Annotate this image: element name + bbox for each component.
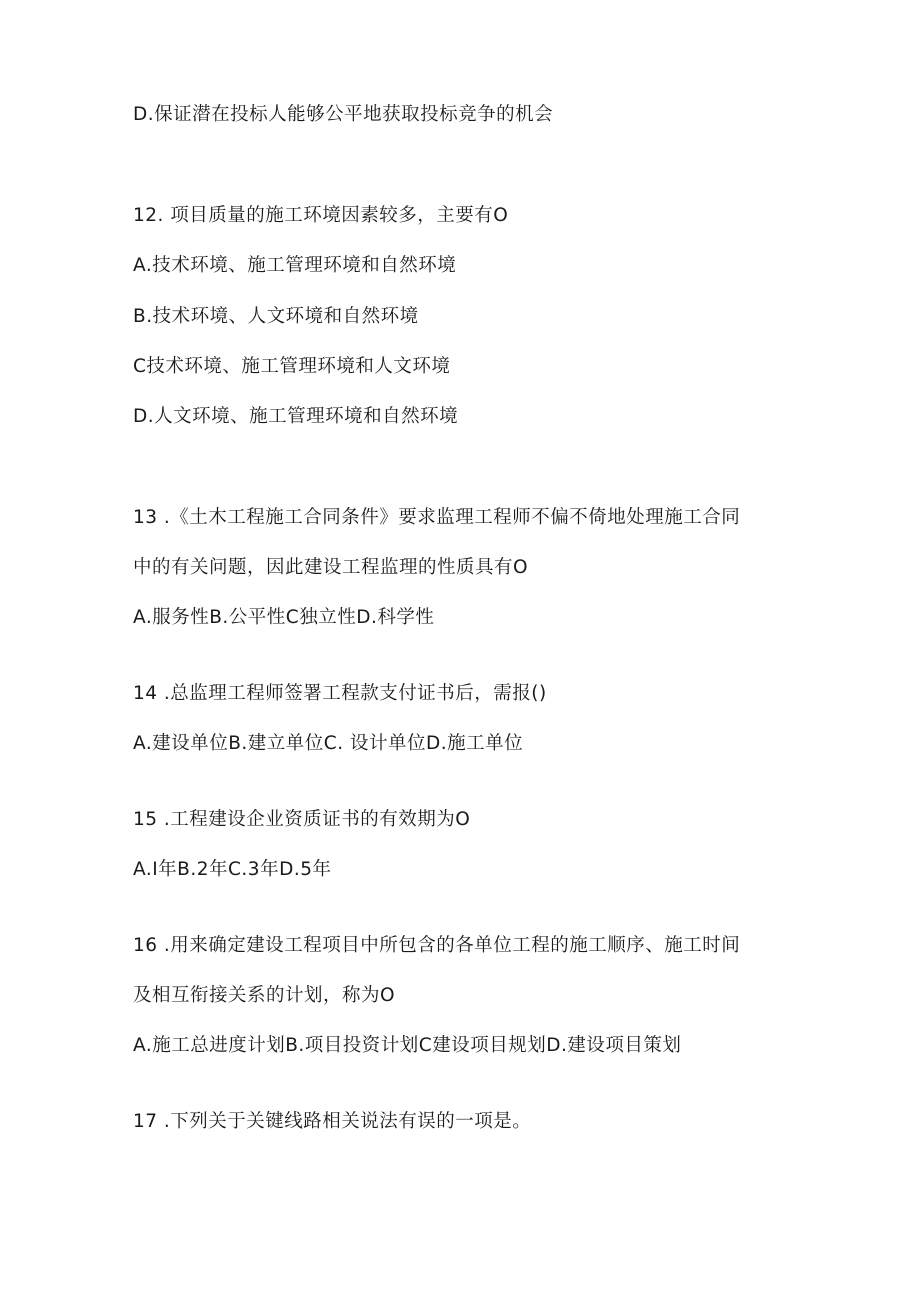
question-13-line-1: 13 .《土木工程施工合同条件》要求监理工程师不偏不倚地处理施工合同	[133, 507, 741, 528]
options-14: A.建设单位B.建立单位C. 设计单位D.施工单位	[133, 733, 524, 754]
question-17: 17 .下列关于关键线路相关说法有误的一项是。	[133, 1111, 532, 1132]
question-13-line-2: 中的有关问题，因此建设工程监理的性质具有O	[133, 557, 529, 578]
option-11-d: D.保证潜在投标人能够公平地获取投标竞争的机会	[133, 104, 554, 125]
question-12: 12. 项目质量的施工环境因素较多，主要有O	[133, 205, 509, 226]
option-12-b: B.技术环境、人文环境和自然环境	[133, 306, 419, 327]
option-12-d: D.人文环境、施工管理环境和自然环境	[133, 406, 459, 427]
options-16: A.施工总进度计划B.项目投资计划C建设项目规划D.建设项目策划	[133, 1035, 682, 1056]
option-12-c: C技术环境、施工管理环境和人文环境	[133, 356, 451, 377]
option-12-a: A.技术环境、施工管理环境和自然环境	[133, 255, 457, 276]
question-16-line-2: 及相互衔接关系的计划，称为O	[133, 985, 396, 1006]
question-15: 15 .工程建设企业资质证书的有效期为O	[133, 809, 471, 830]
question-16-line-1: 16 .用来确定建设工程项目中所包含的各单位工程的施工顺序、施工时间	[133, 935, 741, 956]
options-15: A.I年B.2年C.3年D.5年	[133, 859, 332, 880]
question-14: 14 .总监理工程师签署工程款支付证书后，需报()	[133, 683, 547, 704]
options-13: A.服务性B.公平性C独立性D.科学性	[133, 607, 435, 628]
